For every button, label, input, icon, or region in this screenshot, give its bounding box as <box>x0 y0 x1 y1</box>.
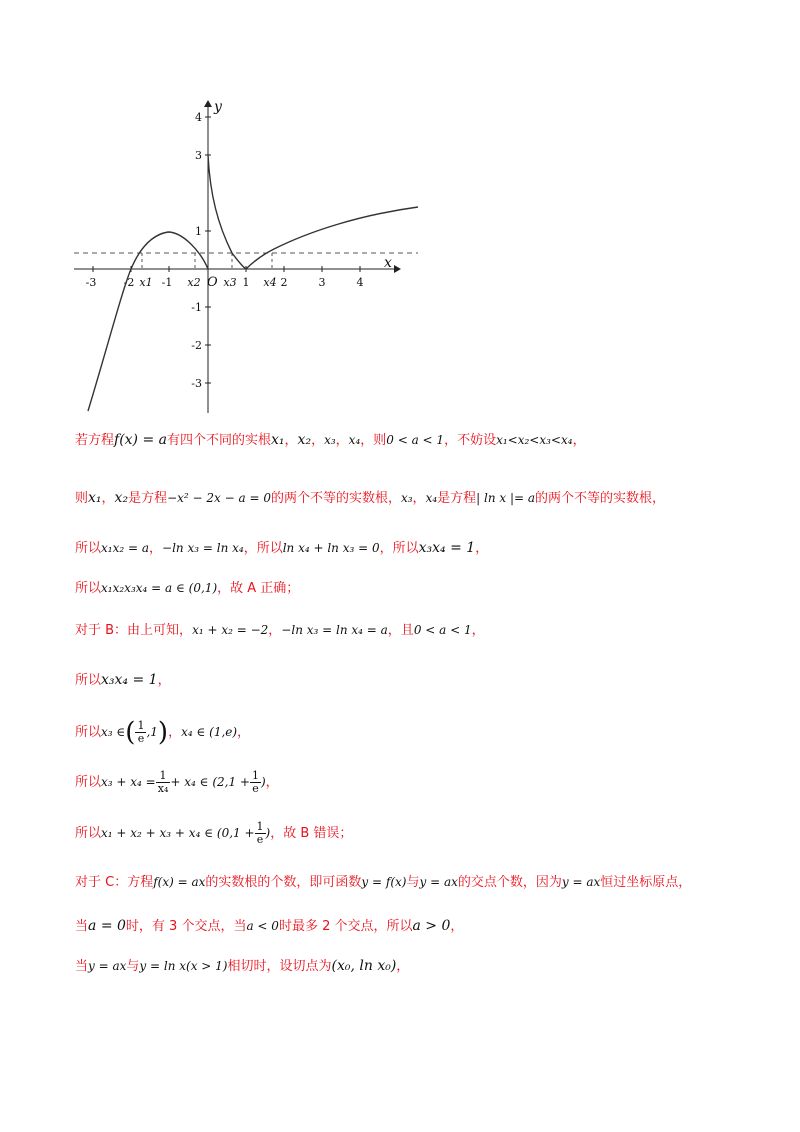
y-tick: 1 <box>195 225 202 238</box>
y-tick: -1 <box>191 301 202 314</box>
line-2: 则x₁，x₂是方程−x² − 2x − a = 0的两个不等的实数根，x₃，x₄是方程| ln x |= a的两个不等的实数根， <box>75 490 666 506</box>
line-1: 若方程f(x) = a有四个不同的实根x₁，x₂，x₃，x₄，则0 < a < 1，不妨设x₁<x₂<x₃<x₄， <box>75 432 586 448</box>
x-axis-label: x <box>384 255 392 271</box>
line-10: 对于 C：方程f(x) = ax的实数根的个数，即可函数y = f(x)与y = ax的交点个数，因为y = ax恒过坐标原点， <box>75 875 692 890</box>
x-tick: 3 <box>318 276 326 289</box>
function-graph <box>60 95 430 415</box>
x-tick: -1 <box>161 276 173 289</box>
x-tick: x4 <box>263 276 277 289</box>
line-9: 所以x₁ + x₂ + x₃ + x₄ ∈ (0,1 + $\frac{1}{e}$ )，故 B 错误； <box>75 820 353 846</box>
x-tick: x1 <box>139 276 153 289</box>
y-tick: 4 <box>195 111 202 124</box>
y-tick: -3 <box>191 377 202 390</box>
line-12: 当y = ax与y = ln x(x > 1)相切时，设切点为(x₀, ln x₀)， <box>75 958 410 974</box>
y-tick: 3 <box>195 149 202 162</box>
y-axis-label: y <box>214 99 222 115</box>
line-6: 所以x₃x₄ = 1， <box>75 672 171 688</box>
x-tick: 4 <box>356 276 364 289</box>
line-3: 所以x₁x₂ = a，−ln x₃ = ln x₄，所以ln x₄ + ln x₃ = 0，所以x₃x₄ = 1， <box>75 540 489 556</box>
line-11: 当a = 0时，有 3 个交点，当a < 0时最多 2 个交点，所以a > 0， <box>75 918 464 934</box>
line-8: 所以x₃ + x₄ = $\frac{1}{\text{x₄}}$ + x₄ ∈ (2,1 + $\frac{1}{e}$ )， <box>75 769 279 795</box>
y-tick: -2 <box>191 339 202 352</box>
x-tick: 2 <box>280 276 288 289</box>
x-tick: -2 <box>123 276 135 289</box>
origin-label: O <box>207 275 218 290</box>
line-7: 所以x₃ ∈( $\frac{1}{e}$ ,1)，x₄ ∈ (1,e)， <box>75 717 251 748</box>
x-tick: x2 <box>187 276 201 289</box>
line-5: 对于 B：由上可知，x₁ + x₂ = −2，−ln x₃ = ln x₄ = a，且0 < a < 1， <box>75 623 485 638</box>
line-4: 所以x₁x₂x₃x₄ = a ∈ (0,1)，故 A 正确； <box>75 581 300 596</box>
left-parabola-curve <box>85 232 208 411</box>
x-tick: x3 <box>223 276 237 289</box>
ln-abs-curve-left <box>208 155 246 269</box>
x-tick: -3 <box>85 276 97 289</box>
x-tick: 1 <box>242 276 250 289</box>
